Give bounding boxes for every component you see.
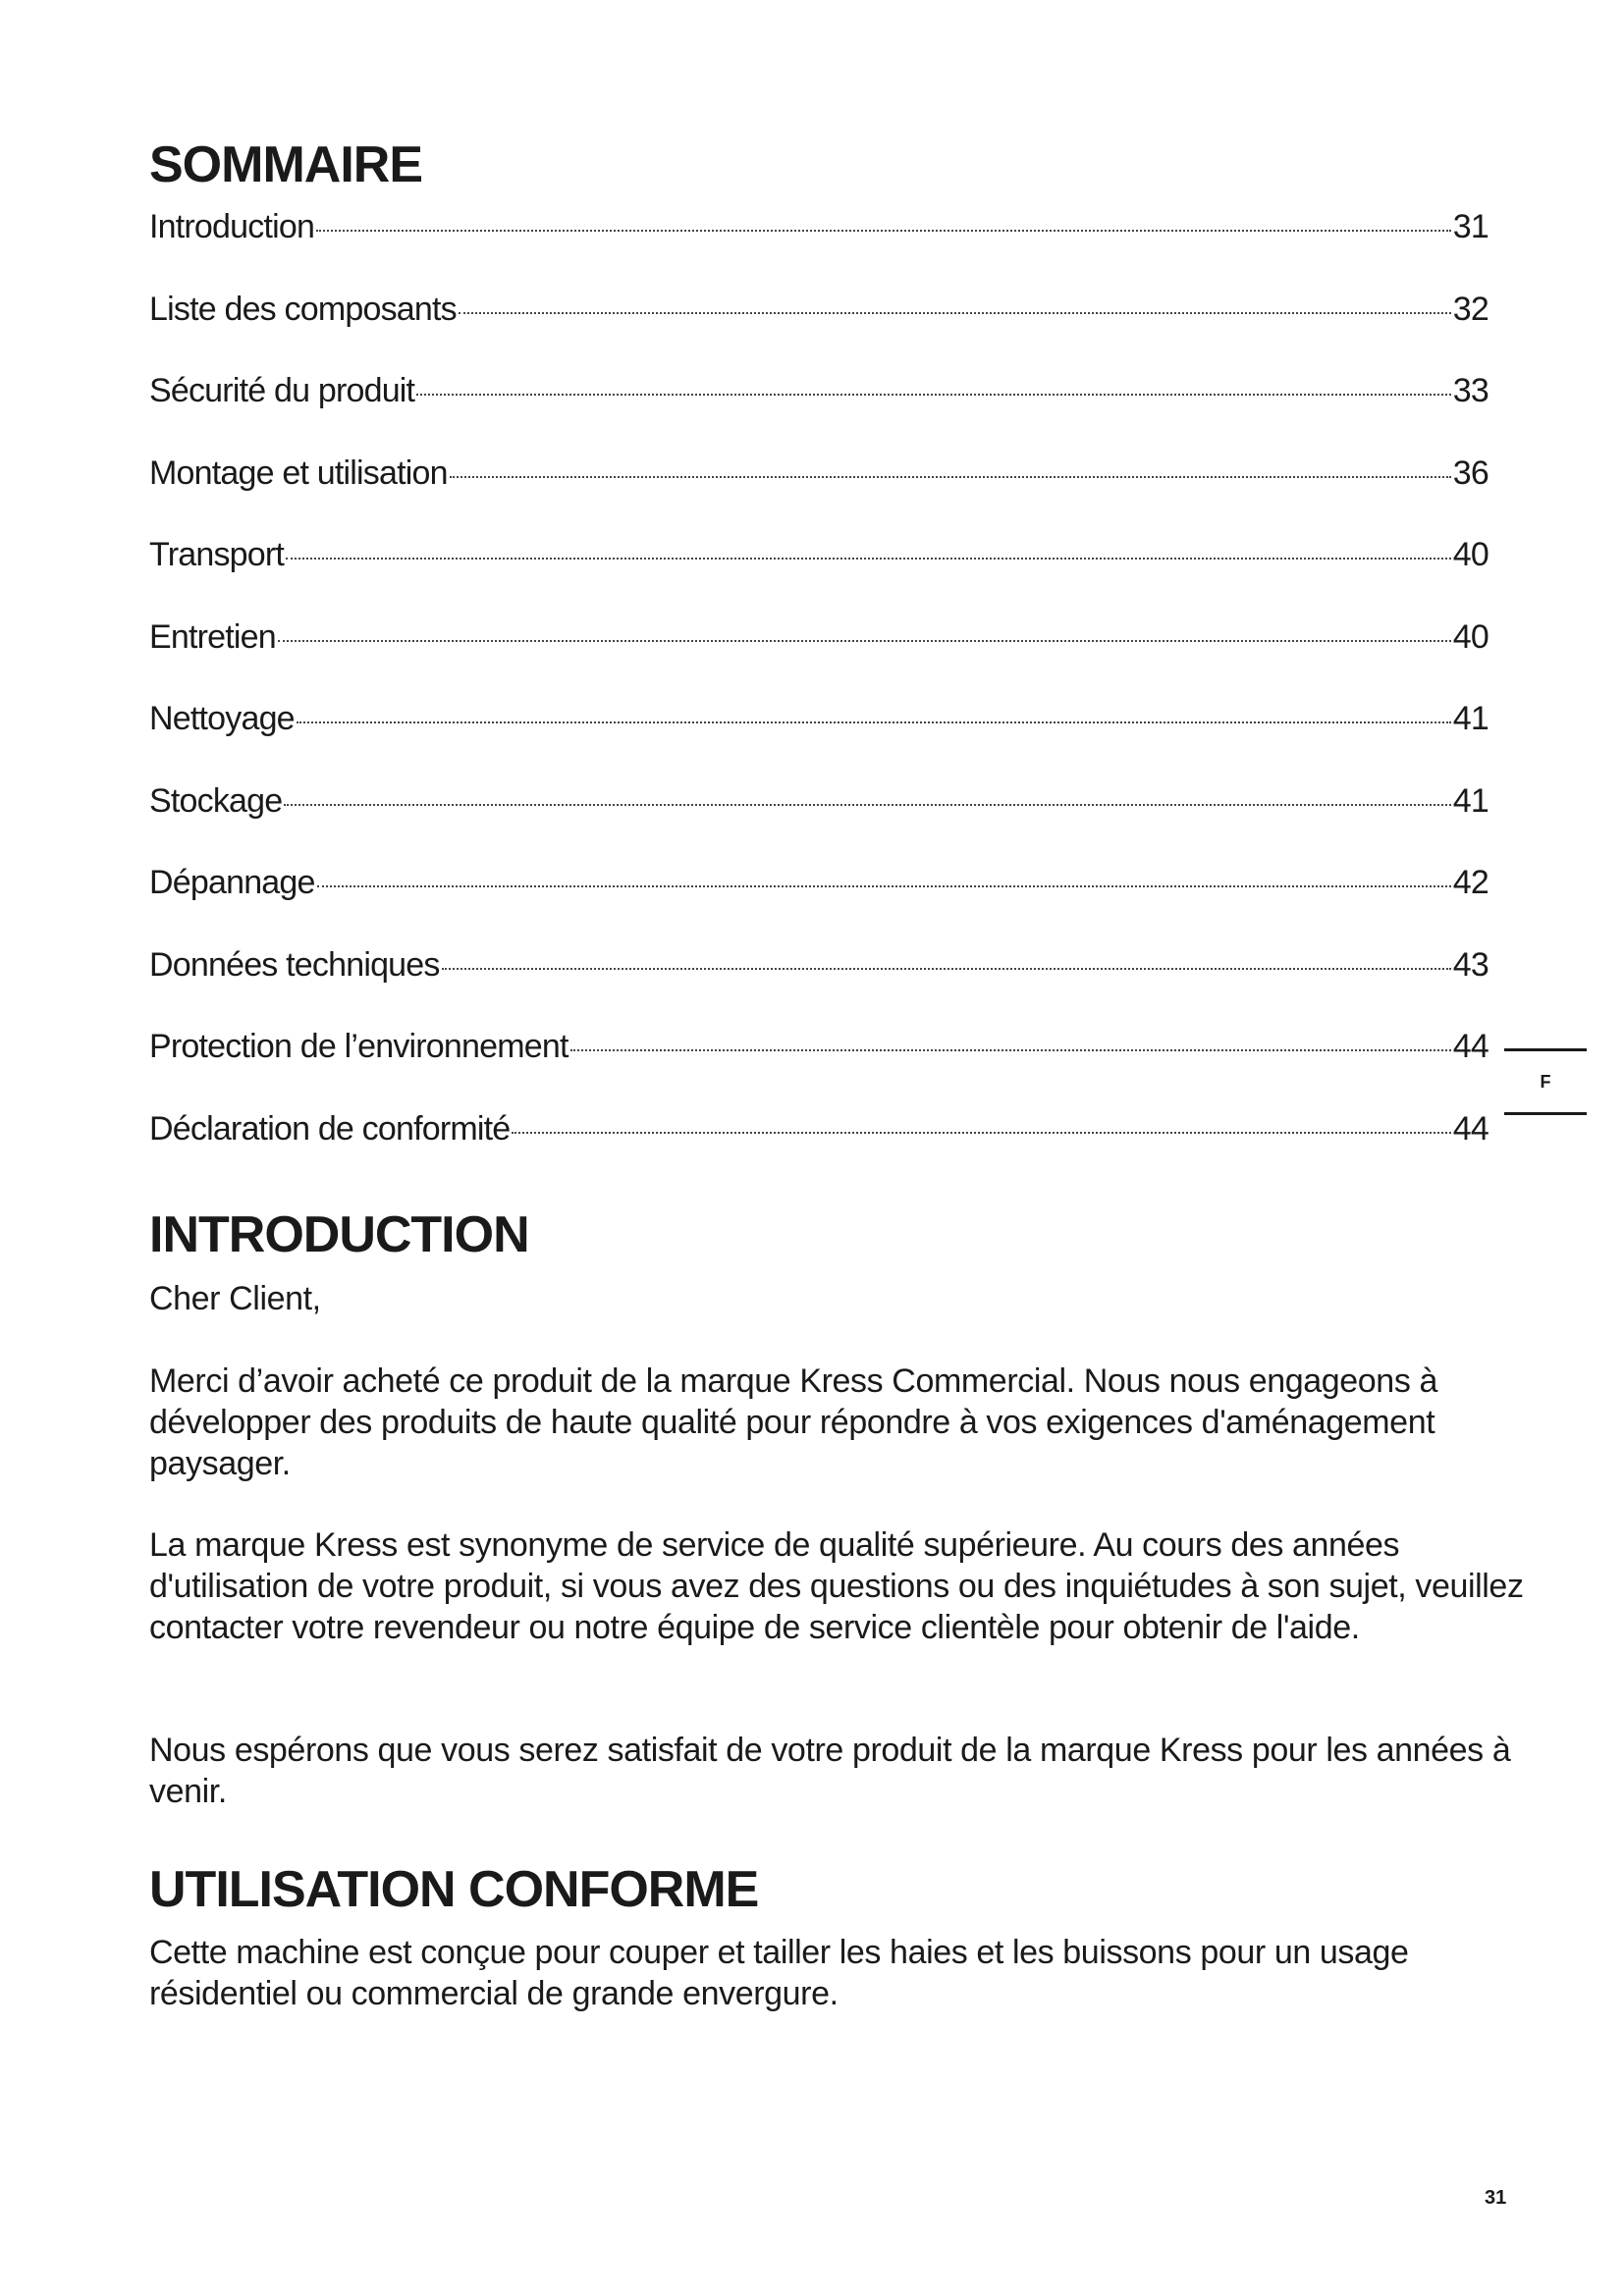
toc-leader-dots bbox=[316, 230, 1451, 232]
toc-entry bbox=[149, 291, 1489, 373]
toc-leader-dots bbox=[512, 1132, 1450, 1134]
toc-entry-label: Sécurité du produit bbox=[149, 372, 415, 409]
utilisation-heading: UTILISATION CONFORME bbox=[149, 1861, 759, 1918]
toc-entry-label: Montage et utilisation bbox=[149, 454, 448, 492]
toc-entry-label: Transport bbox=[149, 536, 285, 573]
toc-leader-dots bbox=[459, 312, 1451, 314]
toc-entry bbox=[149, 864, 1489, 946]
table-of-contents bbox=[149, 208, 1489, 1192]
utilisation-paragraph: Cette machine est conçue pour couper et tailler les haies et les buissons pour un usage résidentiel ou commercial de grande envergure. bbox=[149, 1934, 1409, 2012]
toc-leader-dots bbox=[416, 394, 1451, 396]
sommaire-heading: SOMMAIRE bbox=[149, 136, 422, 193]
toc-entry-label: Nettoyage bbox=[149, 700, 295, 737]
language-tab-label: F bbox=[1540, 1071, 1551, 1092]
toc-leader-dots bbox=[570, 1049, 1451, 1051]
toc-leader-dots bbox=[442, 968, 1451, 970]
introduction-paragraph: Nous espérons que vous serez satisfait de votre produit de la marque Kress pour les années à venir. bbox=[149, 1732, 1511, 1810]
toc-entry-label: Stockage bbox=[149, 781, 283, 820]
toc-leader-dots bbox=[286, 558, 1451, 560]
toc-entry-page: 40 bbox=[1452, 536, 1489, 573]
toc-entry bbox=[149, 372, 1489, 454]
toc-entry bbox=[149, 700, 1489, 782]
toc-leader-dots bbox=[278, 640, 1451, 642]
introduction-paragraph: Merci d’avoir acheté ce produit de la marque Kress Commercial. Nous nous engageons à développer des produits de haute qualité pour répondre à vos exigences d'aménagement paysager. bbox=[149, 1362, 1437, 1482]
toc-entry-label: Introduction bbox=[149, 208, 315, 245]
toc-entry-page: 31 bbox=[1452, 208, 1489, 245]
toc-entry-label: Protection de l’environnement bbox=[149, 1028, 568, 1065]
toc-entry-page: 41 bbox=[1452, 700, 1489, 737]
toc-entry-label: Déclaration de conformité bbox=[149, 1109, 511, 1148]
toc-entry-label: Liste des composants bbox=[149, 290, 457, 328]
toc-entry-page: 44 bbox=[1452, 1109, 1489, 1148]
toc-entry-page: 40 bbox=[1452, 617, 1489, 656]
toc-entry-page: 36 bbox=[1452, 454, 1489, 492]
toc-leader-dots bbox=[284, 804, 1450, 806]
toc-entry-label: Données techniques bbox=[149, 945, 440, 984]
language-tab bbox=[1504, 1048, 1587, 1115]
toc-entry bbox=[149, 1110, 1489, 1193]
toc-entry-label: Dépannage bbox=[149, 864, 315, 901]
toc-entry bbox=[149, 208, 1489, 291]
introduction-paragraph: La marque Kress est synonyme de service de qualité supérieure. Au cours des années d'utilisation de votre produit, si vous avez des questions ou des inquiétudes à son sujet, veuillez contacter votre revendeur ou notre équipe de service clientèle pour obtenir de l'aide. bbox=[149, 1526, 1524, 1646]
toc-entry bbox=[149, 536, 1489, 618]
toc-entry-label: Entretien bbox=[149, 617, 276, 656]
toc-entry-page: 33 bbox=[1452, 372, 1489, 409]
page-number: 31 bbox=[1485, 2187, 1507, 2209]
toc-leader-dots bbox=[297, 721, 1451, 723]
toc-entry bbox=[149, 618, 1489, 701]
toc-entry bbox=[149, 454, 1489, 537]
toc-entry bbox=[149, 782, 1489, 865]
toc-entry-page: 42 bbox=[1452, 864, 1489, 901]
toc-entry bbox=[149, 1028, 1489, 1110]
toc-leader-dots bbox=[450, 476, 1451, 478]
toc-entry bbox=[149, 946, 1489, 1029]
toc-leader-dots bbox=[317, 885, 1451, 887]
greeting-text: Cher Client, bbox=[149, 1280, 321, 1317]
toc-entry-page: 43 bbox=[1452, 945, 1489, 984]
toc-entry-page: 44 bbox=[1452, 1028, 1489, 1065]
introduction-heading: INTRODUCTION bbox=[149, 1206, 529, 1263]
toc-entry-page: 41 bbox=[1452, 781, 1489, 820]
toc-entry-page: 32 bbox=[1452, 290, 1489, 328]
